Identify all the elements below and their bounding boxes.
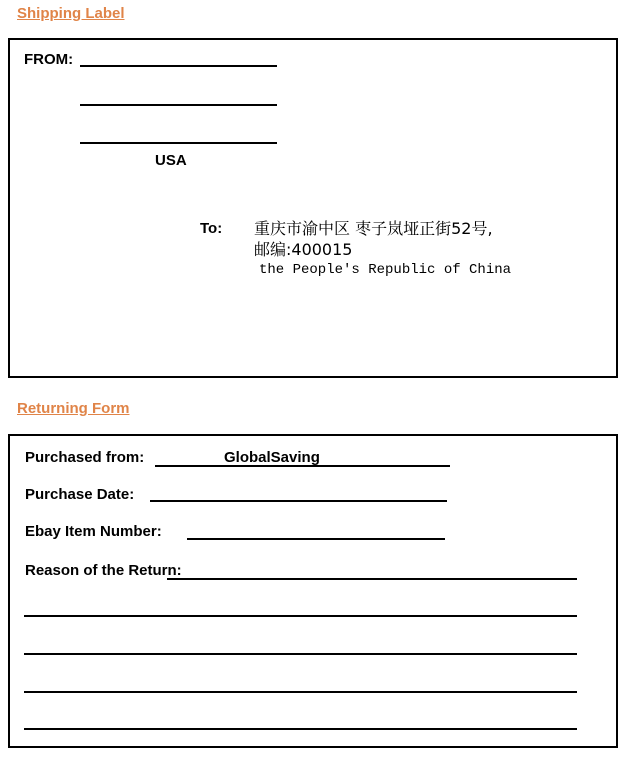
return-reason-extra-line-3[interactable] xyxy=(24,691,577,693)
from-address-field-3[interactable] xyxy=(80,142,277,144)
returning-form-box xyxy=(8,434,618,748)
shipping-label-heading: Shipping Label xyxy=(17,5,125,22)
from-address-field-1[interactable] xyxy=(80,65,277,67)
returning-form-heading: Returning Form xyxy=(17,400,130,417)
purchase-date-label: Purchase Date: xyxy=(25,486,135,503)
to-address-line-3: the People's Republic of China xyxy=(259,262,512,278)
shipping-label-box xyxy=(8,38,618,378)
purchase-date-field[interactable] xyxy=(150,500,447,502)
to-label: To: xyxy=(200,220,223,237)
purchased-from-label: Purchased from: xyxy=(25,449,145,466)
return-reason-extra-line-2[interactable] xyxy=(24,653,577,655)
return-reason-field[interactable] xyxy=(167,578,577,580)
return-reason-label: Reason of the Return: xyxy=(25,562,182,579)
to-address-line-1: 重庆市渝中区 枣子岚垭正街52号, xyxy=(254,219,493,238)
to-address-block xyxy=(254,218,511,281)
purchased-from-value: GlobalSaving xyxy=(224,449,320,466)
return-reason-extra-line-1[interactable] xyxy=(24,615,577,617)
from-country-label: USA xyxy=(155,152,187,169)
from-address-field-2[interactable] xyxy=(80,104,277,106)
return-reason-extra-line-4[interactable] xyxy=(24,728,577,730)
from-label: FROM: xyxy=(24,51,74,68)
to-address-line-2: 邮编:400015 xyxy=(254,240,353,259)
ebay-item-number-label: Ebay Item Number: xyxy=(25,523,162,540)
ebay-item-number-field[interactable] xyxy=(187,538,445,540)
